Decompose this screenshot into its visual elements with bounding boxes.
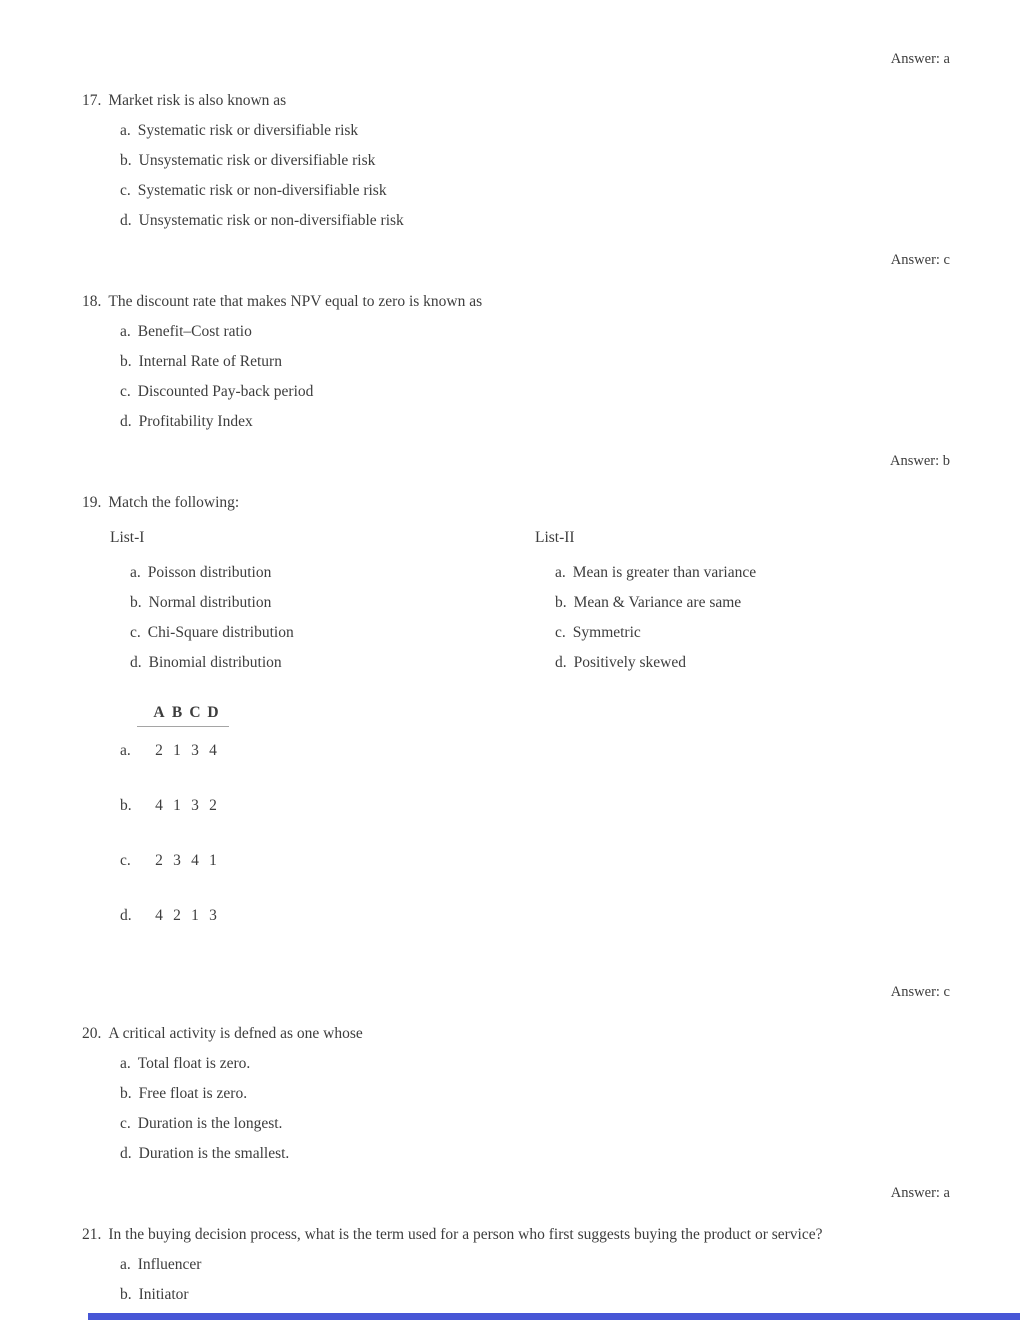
footer-highlight-bar [88, 1313, 1020, 1320]
option-label: d. [120, 1145, 132, 1162]
option-text: Systematic risk or diversifiable risk [137, 122, 359, 139]
answer-line-q16: Answer: a [890, 51, 950, 67]
question-text: The discount rate that makes NPV equal to zero is known as [108, 293, 483, 310]
match-answer-matrix [120, 704, 1020, 925]
matrix-cell: 1 [173, 797, 181, 814]
option-text: Profitability Index [138, 413, 253, 430]
list-item-label: c. [555, 624, 566, 641]
option [120, 1145, 1020, 1163]
option [120, 1115, 1020, 1133]
question-text: In the buying decision process, what is the term used for a person who first suggests buying the product or service? [108, 1226, 823, 1243]
option [120, 122, 1020, 140]
option-label: b. [120, 152, 132, 169]
option-text: Total float is zero. [137, 1055, 251, 1072]
option-label: a. [120, 1055, 131, 1072]
matrix-row-label: d. [120, 907, 132, 924]
option [120, 212, 1020, 230]
list-item [555, 594, 1020, 612]
list-item [555, 564, 1020, 582]
list-item [130, 624, 535, 642]
option-label: a. [120, 1256, 131, 1273]
option [120, 413, 1020, 431]
option [120, 182, 1020, 200]
list-item-text: Poisson distribution [147, 564, 272, 581]
list-item [555, 624, 1020, 642]
question-19 [82, 494, 1020, 512]
list-item-label: d. [130, 654, 142, 671]
answer-line-q18: Answer: b [889, 453, 950, 469]
option-label: a. [120, 122, 131, 139]
matrix-cell: 2 [173, 907, 181, 924]
matrix-cell: 3 [191, 742, 199, 759]
list-1-header: List-I [110, 529, 145, 546]
matrix-cell: 2 [155, 852, 163, 869]
list-item-text: Chi-Square distribution [147, 624, 294, 641]
list-item-text: Binomial distribution [148, 654, 282, 671]
question-20 [82, 1025, 1020, 1043]
matrix-cell: 4 [155, 797, 163, 814]
option-text: Systematic risk or non-diversifiable risk [137, 182, 387, 199]
option-text: Benefit–Cost ratio [137, 323, 252, 340]
answer-line-q17: Answer: c [890, 252, 950, 268]
option-text: Duration is the longest. [137, 1115, 283, 1132]
question-number: 19. [82, 494, 102, 511]
matrix-cell: 1 [173, 742, 181, 759]
option [120, 353, 1020, 371]
answer-line-q19: Answer: c [890, 984, 950, 1000]
list-item [130, 654, 535, 672]
list-item-text: Symmetric [572, 624, 641, 641]
option-label: c. [120, 1115, 131, 1132]
question-number: 18. [82, 293, 102, 310]
matrix-header-cell: D [207, 704, 219, 721]
option-label: b. [120, 1286, 132, 1303]
list-item-text: Positively skewed [573, 654, 686, 671]
list-item-text: Normal distribution [148, 594, 272, 611]
list-item [130, 564, 535, 582]
list-item-label: a. [555, 564, 566, 581]
question-17 [82, 92, 1020, 110]
option [120, 1055, 1020, 1073]
match-lists [110, 529, 1020, 672]
matrix-row-label: a. [120, 742, 131, 759]
matrix-cell: 1 [191, 907, 199, 924]
matrix-cell: 4 [209, 742, 217, 759]
matrix-cell: 3 [209, 907, 217, 924]
matrix-cell: 3 [191, 797, 199, 814]
option-label: b. [120, 1085, 132, 1102]
matrix-row-label: c. [120, 852, 131, 869]
list-item-text: Mean & Variance are same [573, 594, 742, 611]
question-number: 17. [82, 92, 102, 109]
matrix-cell: 2 [155, 742, 163, 759]
matrix-row [120, 852, 1020, 870]
option [120, 152, 1020, 170]
matrix-row [120, 797, 1020, 815]
option-text: Unsystematic risk or diversifiable risk [138, 152, 376, 169]
list-1-column [110, 529, 535, 672]
option-text: Unsystematic risk or non-diversifiable risk [138, 212, 404, 229]
question-number: 20. [82, 1025, 102, 1042]
option [120, 1286, 1020, 1304]
question-number: 21. [82, 1226, 102, 1243]
matrix-cell: 4 [191, 852, 199, 869]
option-label: d. [120, 413, 132, 430]
list-item-label: a. [130, 564, 141, 581]
option [120, 1085, 1020, 1103]
question-text: Match the following: [108, 494, 240, 511]
question-18 [82, 293, 1020, 311]
matrix-row [120, 907, 1020, 925]
list-item-text: Mean is greater than variance [572, 564, 757, 581]
matrix-row-label: b. [120, 797, 132, 814]
option-text: Free float is zero. [138, 1085, 248, 1102]
option-text: Initiator [138, 1286, 189, 1303]
matrix-header-cell: B [171, 704, 183, 721]
option-label: a. [120, 323, 131, 340]
matrix-row [120, 742, 1020, 760]
list-item-label: b. [555, 594, 567, 611]
option-label: b. [120, 353, 132, 370]
matrix-cell: 2 [209, 797, 217, 814]
list-2-header: List-II [535, 529, 575, 546]
option [120, 323, 1020, 341]
list-item [130, 594, 535, 612]
question-21 [82, 1226, 1020, 1244]
option-text: Duration is the smallest. [138, 1145, 290, 1162]
option [120, 383, 1020, 401]
list-item [555, 654, 1020, 672]
list-item-label: c. [130, 624, 141, 641]
option-label: c. [120, 383, 131, 400]
matrix-cell: 4 [155, 907, 163, 924]
option-text: Discounted Pay-back period [137, 383, 314, 400]
list-item-label: d. [555, 654, 567, 671]
matrix-header-cell: A [153, 704, 165, 721]
matrix-header [137, 704, 229, 727]
matrix-cell: 1 [209, 852, 217, 869]
question-text: Market risk is also known as [108, 92, 287, 109]
matrix-cell: 3 [173, 852, 181, 869]
list-item-label: b. [130, 594, 142, 611]
option-label: d. [120, 212, 132, 229]
option-text: Influencer [137, 1256, 202, 1273]
option-text: Internal Rate of Return [138, 353, 282, 370]
answer-line-q20: Answer: a [890, 1185, 950, 1201]
question-text: A critical activity is defned as one whose [108, 1025, 363, 1042]
option [120, 1256, 1020, 1274]
list-2-column [535, 529, 1020, 672]
matrix-header-cell: C [189, 704, 201, 721]
option-label: c. [120, 182, 131, 199]
